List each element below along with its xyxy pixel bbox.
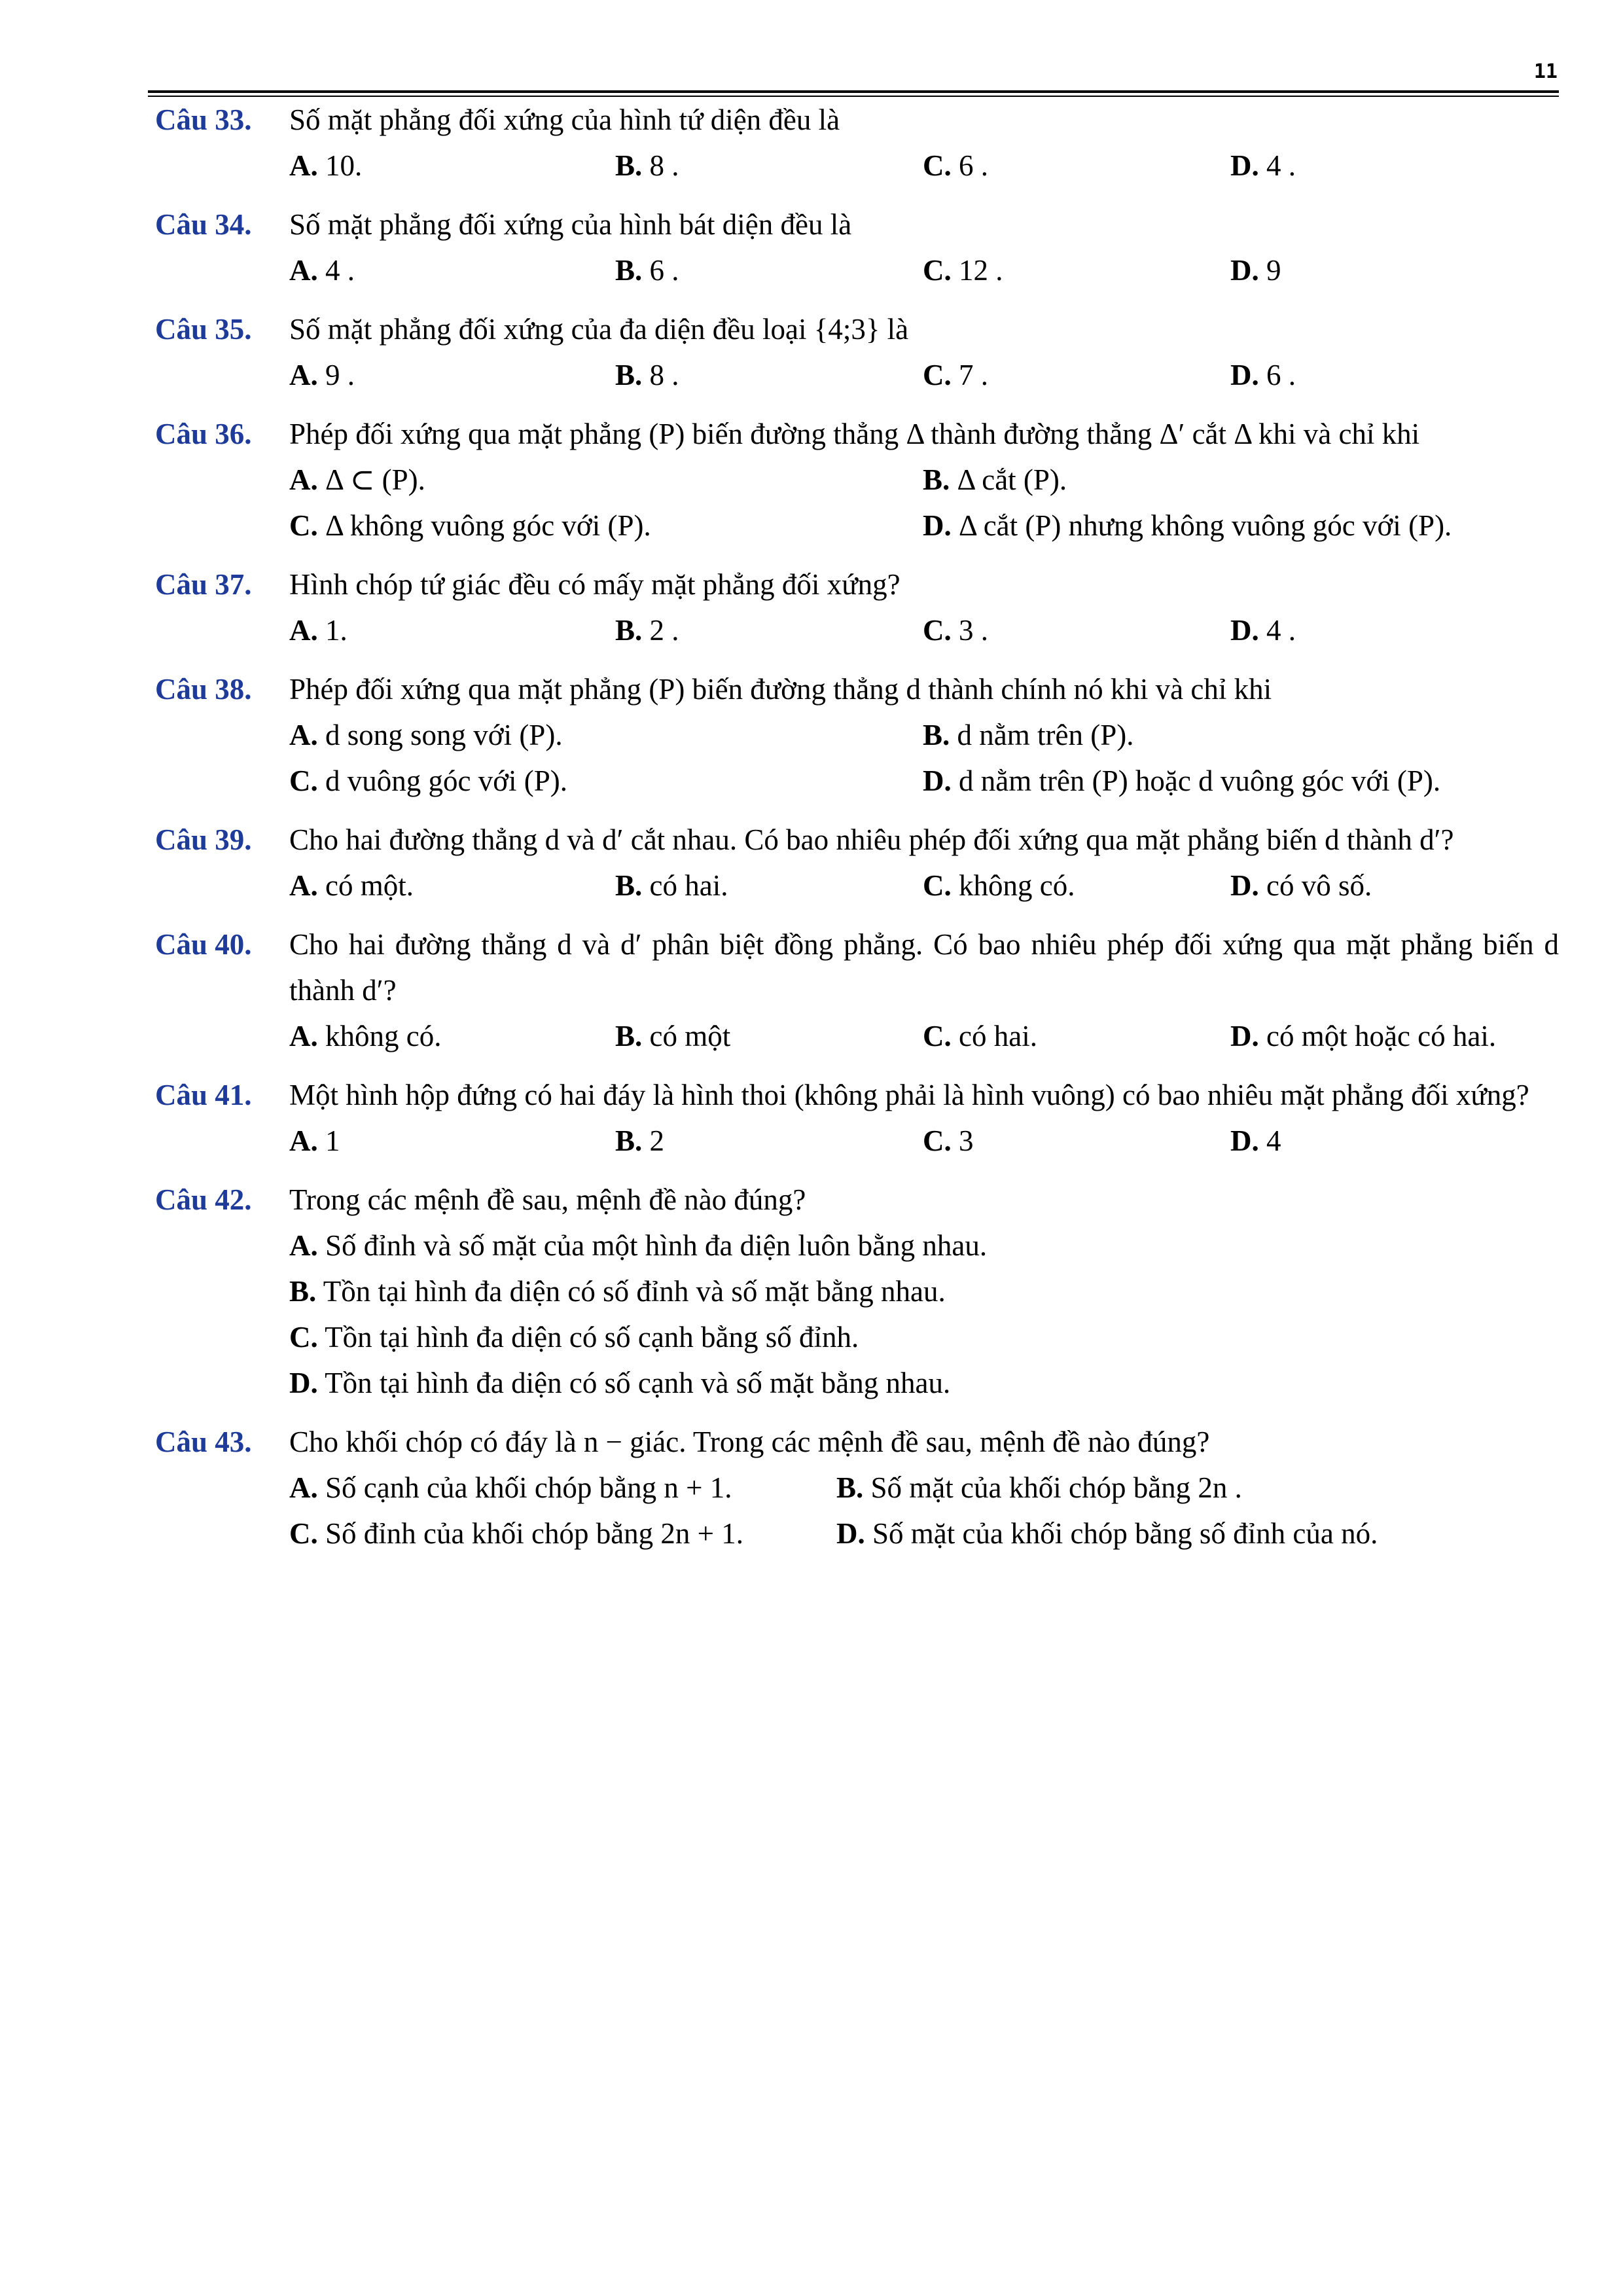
question — [0, 1177, 1623, 1223]
option-text: Δ ⊂ (P). — [317, 463, 425, 496]
option — [836, 1511, 1378, 1556]
option-text: Số đỉnh và số mặt của một hình đa diện luôn bằng nhau. — [317, 1229, 988, 1262]
question-text: Số mặt phẳng đối xứng của đa diện đều loại {4;3} là — [289, 313, 909, 346]
option-text: 12 . — [951, 254, 1003, 287]
option-label: A. — [289, 869, 318, 902]
option-text: có một hoặc có hai. — [1258, 1020, 1497, 1052]
option — [1230, 352, 1296, 398]
option-label: A. — [289, 719, 318, 751]
option-text: 3 — [951, 1124, 974, 1157]
option-text: 2 — [642, 1124, 665, 1157]
option-text: có hai. — [642, 869, 728, 902]
option-label: A. — [289, 1020, 318, 1052]
option-text: Số mặt của khối chóp bằng 2n . — [863, 1471, 1242, 1504]
option — [289, 758, 567, 804]
option-text: d song song với (P). — [317, 719, 563, 751]
option-label: D. — [923, 509, 952, 542]
option-text: 7 . — [951, 359, 988, 391]
option-label: B. — [923, 719, 950, 751]
option-label: B. — [836, 1471, 864, 1504]
question-text: Một hình hộp đứng có hai đáy là hình thoi (không phải là hình vuông) có bao nhiêu mặt phẳng đối xứng? — [289, 1079, 1529, 1111]
option-text: 3 . — [951, 614, 988, 647]
options-row — [0, 352, 1623, 398]
option-text: d vuông góc với (P). — [317, 764, 568, 797]
option-label: A. — [289, 1124, 318, 1157]
option-label: C. — [923, 869, 952, 902]
question-text: Số mặt phẳng đối xứng của hình bát diện đều là — [289, 208, 852, 241]
question-spacer — [0, 293, 1623, 306]
options-row — [0, 1465, 1623, 1511]
option — [615, 1013, 730, 1059]
option — [289, 1223, 1623, 1268]
question — [0, 922, 1623, 1013]
option — [289, 1268, 1623, 1314]
option — [289, 247, 355, 293]
option-text: không có. — [317, 1020, 442, 1052]
option-text: có một — [642, 1020, 731, 1052]
question-spacer — [0, 804, 1623, 817]
options-row — [0, 607, 1623, 653]
option-text: 4 . — [317, 254, 355, 287]
option-text: Δ cắt (P) nhưng không vuông góc với (P). — [951, 509, 1452, 542]
question-number: Câu 33. — [155, 103, 252, 136]
option-label: A. — [289, 463, 318, 496]
question — [0, 562, 1623, 607]
question-number: Câu 42. — [155, 1183, 252, 1216]
question-number: Câu 40. — [155, 928, 252, 961]
option-text: không có. — [951, 869, 1075, 902]
question-text: Phép đối xứng qua mặt phẳng (P) biến đường thẳng d thành chính nó khi và chỉ khi — [289, 673, 1272, 706]
option-text: 1 — [317, 1124, 340, 1157]
option — [289, 1314, 1623, 1360]
question — [0, 97, 1623, 143]
option-text: 6 . — [1258, 359, 1296, 391]
option-text: có vô số. — [1258, 869, 1372, 902]
option — [289, 1360, 1623, 1406]
option — [615, 1118, 664, 1164]
option-text: 1. — [317, 614, 348, 647]
option — [923, 863, 1075, 908]
question — [0, 202, 1623, 247]
option-label: D. — [1230, 359, 1259, 391]
option — [1230, 1118, 1281, 1164]
options-row — [0, 1013, 1623, 1059]
question-text: Hình chóp tứ giác đều có mấy mặt phẳng đối xứng? — [289, 568, 901, 601]
option — [1230, 143, 1296, 188]
options-row — [0, 863, 1623, 908]
option — [289, 352, 355, 398]
option-label: C. — [923, 614, 952, 647]
option — [289, 1511, 743, 1556]
option — [289, 607, 348, 653]
option-label: B. — [289, 1275, 317, 1308]
option-label: D. — [1230, 1020, 1259, 1052]
option — [289, 457, 425, 503]
option-text: 8 . — [642, 149, 679, 182]
option — [923, 1013, 1037, 1059]
options-row — [0, 758, 1623, 804]
option-label: A. — [289, 614, 318, 647]
option — [289, 1118, 340, 1164]
question-list — [0, 97, 1623, 1570]
question-text: Số mặt phẳng đối xứng của hình tứ diện đều là — [289, 103, 840, 136]
option-text: d nằm trên (P). — [950, 719, 1134, 751]
option-label: D. — [1230, 614, 1259, 647]
option-label: B. — [923, 463, 950, 496]
option-text: 6 . — [642, 254, 679, 287]
option — [923, 143, 988, 188]
option-label: B. — [615, 1124, 643, 1157]
question-text: Cho hai đường thẳng d và d′ cắt nhau. Có bao nhiêu phép đối xứng qua mặt phẳng biến d thành d′? — [289, 823, 1454, 856]
option — [615, 863, 728, 908]
option — [836, 1465, 1242, 1511]
option-text: 9 . — [317, 359, 355, 391]
question-number: Câu 38. — [155, 673, 252, 706]
option — [289, 863, 414, 908]
option-text: 6 . — [951, 149, 988, 182]
option-text: Tồn tại hình đa diện có số cạnh bằng số đỉnh. — [317, 1321, 859, 1354]
question-spacer — [0, 1059, 1623, 1072]
option — [923, 1118, 974, 1164]
options-row — [0, 1511, 1623, 1556]
option — [923, 758, 1440, 804]
option-label: B. — [615, 1020, 643, 1052]
question-number: Câu 35. — [155, 313, 252, 346]
option-text: có một. — [317, 869, 414, 902]
option-text: 4 . — [1258, 149, 1296, 182]
option-label: A. — [289, 254, 318, 287]
option-label: D. — [923, 764, 952, 797]
option-label: A. — [289, 1471, 318, 1504]
option — [923, 457, 1067, 503]
option — [289, 503, 651, 548]
option — [1230, 863, 1372, 908]
question-spacer — [0, 1164, 1623, 1177]
option-label: D. — [1230, 149, 1259, 182]
options-row — [0, 247, 1623, 293]
option — [615, 352, 679, 398]
option — [289, 712, 563, 758]
options-row — [0, 1118, 1623, 1164]
option-text: Số cạnh của khối chóp bằng n + 1. — [317, 1471, 732, 1504]
option-label: B. — [615, 254, 643, 287]
option — [923, 503, 1452, 548]
option-label: C. — [923, 149, 952, 182]
option-label: C. — [289, 509, 318, 542]
option-label: A. — [289, 149, 318, 182]
option-label: D. — [836, 1517, 865, 1550]
option-label: C. — [289, 764, 318, 797]
option-label: C. — [923, 254, 952, 287]
option — [923, 352, 988, 398]
option-label: C. — [923, 359, 952, 391]
option-label: C. — [923, 1020, 952, 1052]
question-text: Cho hai đường thẳng d và d′ phân biệt đồng phẳng. Có bao nhiêu phép đối xứng qua mặt phẳng biến d thành d′? — [289, 928, 1559, 1007]
option-text: Tồn tại hình đa diện có số đỉnh và số mặt bằng nhau. — [316, 1275, 946, 1308]
options-row — [0, 712, 1623, 758]
question-spacer — [0, 398, 1623, 411]
option-label: B. — [615, 614, 643, 647]
question-spacer — [0, 653, 1623, 666]
option-label: A. — [289, 1229, 318, 1262]
option — [289, 143, 362, 188]
option — [289, 1465, 732, 1511]
options-row — [0, 457, 1623, 503]
options-row — [0, 503, 1623, 548]
option — [615, 247, 679, 293]
question-number: Câu 39. — [155, 823, 252, 856]
option — [923, 607, 988, 653]
page-number: 11 — [1533, 60, 1558, 83]
option-text: Δ không vuông góc với (P). — [317, 509, 651, 542]
question-number: Câu 36. — [155, 418, 252, 450]
option-text: 4 — [1258, 1124, 1281, 1157]
option — [615, 607, 679, 653]
question-spacer — [0, 1556, 1623, 1570]
option — [923, 712, 1133, 758]
question-number: Câu 34. — [155, 208, 252, 241]
option-text: Số mặt của khối chóp bằng số đỉnh của nó. — [865, 1517, 1378, 1550]
option-text: 4 . — [1258, 614, 1296, 647]
options-row — [0, 143, 1623, 188]
option-text: 10. — [317, 149, 363, 182]
option — [1230, 1013, 1496, 1059]
option-text: Số đỉnh của khối chóp bằng 2n + 1. — [317, 1517, 744, 1550]
question — [0, 1072, 1623, 1118]
question-number: Câu 37. — [155, 568, 252, 601]
option-label: C. — [289, 1517, 318, 1550]
question — [0, 817, 1623, 863]
option-label: B. — [615, 359, 643, 391]
question — [0, 1419, 1623, 1465]
option-label: C. — [923, 1124, 952, 1157]
option-text: 9 — [1258, 254, 1281, 287]
option-text: Tồn tại hình đa diện có số cạnh và số mặt bằng nhau. — [317, 1367, 951, 1399]
option-text: d nằm trên (P) hoặc d vuông góc với (P). — [951, 764, 1441, 797]
option-label: B. — [615, 149, 643, 182]
option-text: có hai. — [951, 1020, 1037, 1052]
question-number: Câu 41. — [155, 1079, 252, 1111]
question-spacer — [0, 188, 1623, 202]
option-label: B. — [615, 869, 643, 902]
option-label: A. — [289, 359, 318, 391]
option — [289, 1013, 441, 1059]
option-label: C. — [289, 1321, 318, 1354]
question-spacer — [0, 1406, 1623, 1419]
header-rule — [148, 90, 1559, 93]
option-label: D. — [1230, 869, 1259, 902]
question-text: Cho khối chóp có đáy là n − giác. Trong các mệnh đề sau, mệnh đề nào đúng? — [289, 1426, 1210, 1458]
question-spacer — [0, 548, 1623, 562]
option-label: D. — [289, 1367, 318, 1399]
option-label: D. — [1230, 1124, 1259, 1157]
question — [0, 306, 1623, 352]
question-text: Trong các mệnh đề sau, mệnh đề nào đúng? — [289, 1183, 806, 1216]
option-label: D. — [1230, 254, 1259, 287]
option — [615, 143, 679, 188]
question-spacer — [0, 908, 1623, 922]
option — [923, 247, 1003, 293]
question — [0, 666, 1623, 712]
question-text: Phép đối xứng qua mặt phẳng (P) biến đường thẳng Δ thành đường thẳng Δ′ cắt Δ khi và chỉ khi — [289, 418, 1420, 450]
option-text: 8 . — [642, 359, 679, 391]
option — [1230, 607, 1296, 653]
option-text: Δ cắt (P). — [950, 463, 1067, 496]
option-text: 2 . — [642, 614, 679, 647]
question-number: Câu 43. — [155, 1426, 252, 1458]
option — [1230, 247, 1281, 293]
question — [0, 411, 1623, 457]
